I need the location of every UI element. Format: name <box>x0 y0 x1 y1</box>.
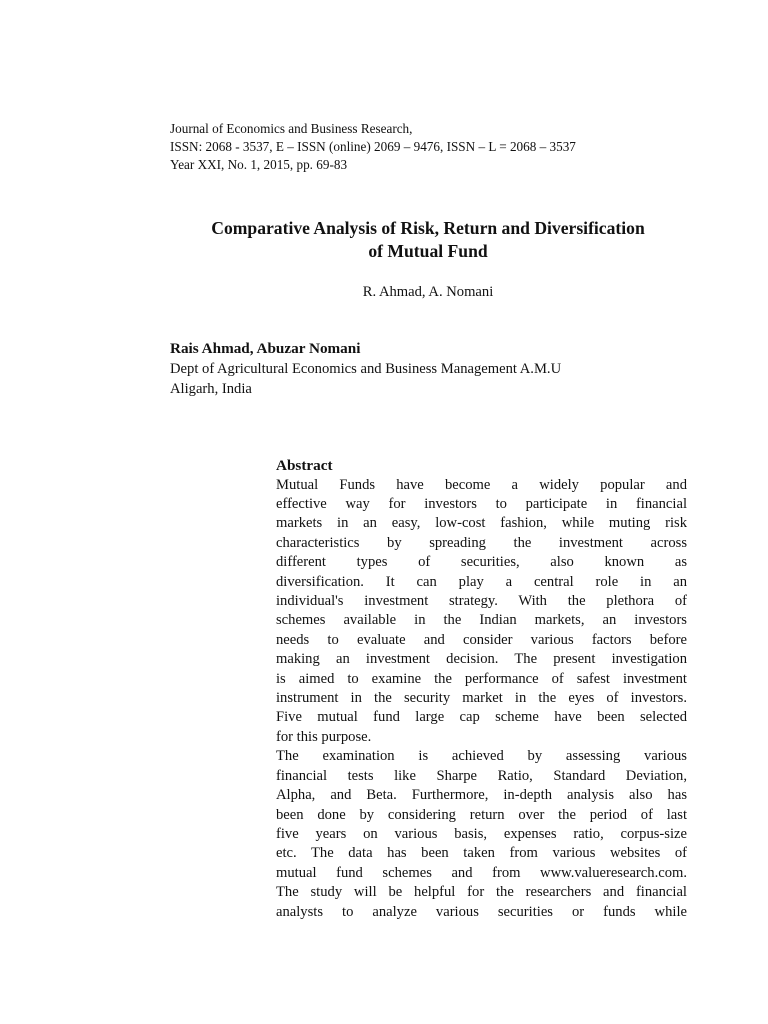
abstract-line: five years on various basis, expenses ratio, corpus-size <box>276 825 687 842</box>
journal-name: Journal of Economics and Business Research, <box>170 121 413 136</box>
abstract-line: instrument in the security market in the eyes of investors. <box>276 690 687 707</box>
paper-title-line: Comparative Analysis of Risk, Return and Diversification <box>211 218 645 238</box>
abstract-line: The study will be helpful for the researchers and financial <box>276 884 687 901</box>
abstract-line: effective way for investors to participate in financial <box>276 496 687 512</box>
author-department: Dept of Agricultural Economics and Business Management A.M.U <box>170 361 562 377</box>
paper-title <box>150 217 706 263</box>
abstract-paragraph <box>276 747 687 922</box>
abstract <box>276 456 687 922</box>
abstract-line: is aimed to examine the performance of safest investment <box>276 670 687 687</box>
author-location: Aligarh, India <box>170 381 252 397</box>
abstract-line: making an investment decision. The present investigation <box>276 651 687 668</box>
journal-issn: ISSN: 2068 - 3537, E – ISSN (online) 2069 – 9476, ISSN – L = 2068 – 3537 <box>170 139 576 154</box>
abstract-line: financial tests like Sharpe Ratio, Standard Deviation, <box>276 767 687 784</box>
author-affiliation <box>170 339 561 399</box>
abstract-line: for this purpose. <box>276 728 372 745</box>
abstract-line: Alpha, and Beta. Furthermore, in-depth analysis also has <box>276 787 687 804</box>
abstract-line: analysts to analyze various securities or funds while <box>276 903 687 920</box>
journal-info <box>170 120 576 174</box>
abstract-line: markets in an easy, low-cost fashion, while muting risk <box>276 515 687 532</box>
author-names: Rais Ahmad, Abuzar Nomani <box>170 340 361 357</box>
abstract-line: characteristics by spreading the investment across <box>276 534 687 551</box>
abstract-line: different types of securities, also known as <box>276 554 687 571</box>
abstract-line: Mutual Funds have become a widely popular and <box>276 476 687 493</box>
abstract-heading: Abstract <box>276 457 333 474</box>
abstract-line: schemes available in the Indian markets, an investors <box>276 612 687 629</box>
abstract-line: mutual fund schemes and from www.valueresearch.com. <box>276 864 687 881</box>
abstract-line: diversification. It can play a central role in an <box>276 573 687 590</box>
abstract-line: needs to evaluate and consider various factors before <box>276 631 687 648</box>
paper-title-line: of Mutual Fund <box>368 241 488 261</box>
abstract-line: The examination is achieved by assessing various <box>276 748 687 765</box>
short-authors: R. Ahmad, A. Nomani <box>362 284 494 300</box>
abstract-line: individual's investment strategy. With the plethora of <box>276 593 687 610</box>
journal-issue: Year XXI, No. 1, 2015, pp. 69-83 <box>170 157 348 172</box>
abstract-paragraph <box>276 476 687 748</box>
abstract-line: been done by considering return over the period of last <box>276 806 687 823</box>
abstract-line: Five mutual fund large cap scheme have been selected <box>276 709 687 726</box>
abstract-line: etc. The data has been taken from various websites of <box>276 845 687 862</box>
